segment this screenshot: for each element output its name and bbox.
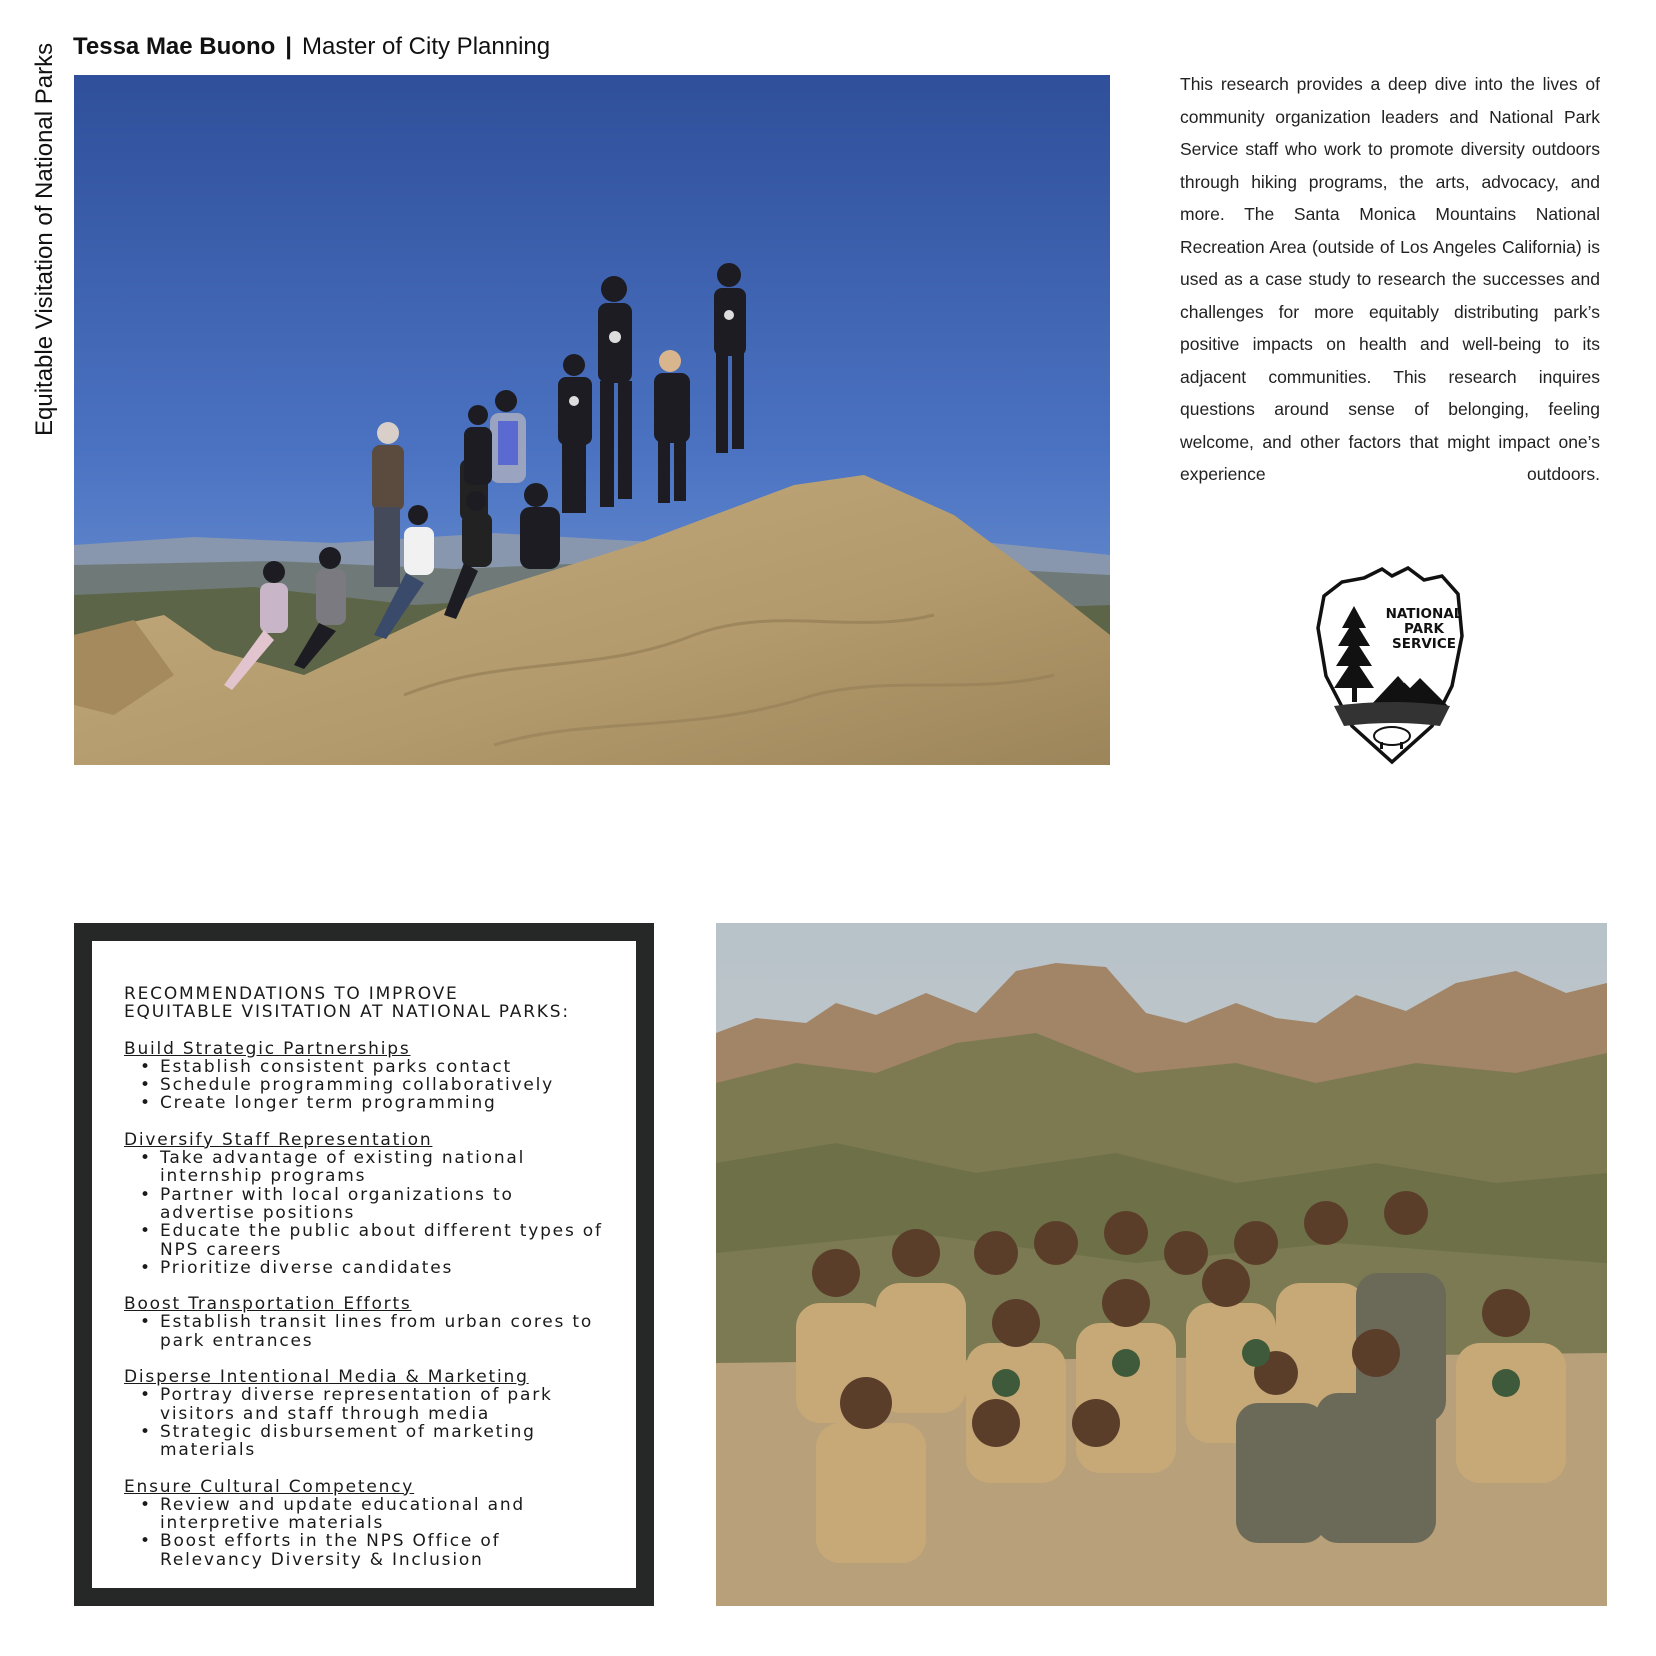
recommendations-heading-line: RECOMMENDATIONS TO IMPROVE <box>124 984 459 1004</box>
nps-arrowhead-logo <box>1312 566 1472 766</box>
recommendations-heading <box>124 985 606 1022</box>
hiker-figure <box>372 422 404 587</box>
rec-item: • Educate the public about different types of NPS careers <box>124 1222 606 1259</box>
rec-item: • Take advantage of existing national internship programs <box>124 1149 606 1186</box>
youth-group-photo <box>716 923 1607 1606</box>
abstract-text: This research provides a deep dive into the lives of community organization leaders and National Park Service staff who work to promote diversity outdoors through hiking programs, the arts, advocacy, and more. The Santa Monica Mountains National Recreation Area (outside of Los Angeles California) is used as a case study to research the successes and challenges for more equitably distributing park’s positive impacts on health and well-being to its adjacent communities. This research inquires questions around sense of belonging, feeling welcome, and other factors that might impact one’s experience outdoors. <box>1180 74 1600 484</box>
rec-section-title: Build Strategic Partnerships <box>124 1038 411 1059</box>
rec-section <box>124 1478 606 1569</box>
rec-item: • Establish consistent parks contact <box>124 1058 606 1076</box>
rec-item: • Review and update educational and interpretive materials <box>124 1496 606 1533</box>
recommendations-content <box>92 941 636 1588</box>
logo-line-national: NATIONAL <box>1385 606 1463 622</box>
rec-section <box>124 1040 606 1113</box>
degree-title: Master of City Planning <box>301 33 551 60</box>
hiking-group-photo <box>74 75 1110 765</box>
rec-item: • Portray diverse representation of park visitors and staff through media <box>124 1386 606 1423</box>
rec-section <box>124 1131 606 1277</box>
page-header <box>73 32 550 62</box>
logo-line-service: SERVICE <box>1392 636 1456 652</box>
rec-item: • Strategic disbursement of marketing materials <box>124 1423 606 1460</box>
rec-item: • Schedule programming collaboratively <box>124 1076 606 1094</box>
rec-section <box>124 1295 606 1350</box>
author-name: Tessa Mae Buono <box>73 33 276 60</box>
rec-section-title: Diversify Staff Representation <box>124 1129 433 1150</box>
rec-section-title: Boost Transportation Efforts <box>124 1294 412 1315</box>
rec-section-title: Disperse Intentional Media & Marketing <box>124 1367 529 1388</box>
youth-group-photo-art <box>716 923 1607 1606</box>
header-separator: | <box>285 33 292 60</box>
rec-item: • Create longer term programming <box>124 1094 606 1112</box>
rec-item: • Establish transit lines from urban cores to park entrances <box>124 1313 606 1350</box>
rec-section <box>124 1368 606 1459</box>
recommendations-panel <box>74 923 654 1606</box>
logo-line-park: PARK <box>1404 621 1444 637</box>
rec-section-title: Ensure Cultural Competency <box>124 1476 415 1497</box>
rec-item: • Boost efforts in the NPS Office of Relevancy Diversity & Inclusion <box>124 1532 606 1569</box>
side-title: Equitable Visitation of National Parks <box>31 42 58 436</box>
hiking-group-photo-art <box>74 75 1110 765</box>
rec-item: • Partner with local organizations to advertise positions <box>124 1186 606 1223</box>
rec-item: • Prioritize diverse candidates <box>124 1259 606 1277</box>
recommendations-heading-line: EQUITABLE VISITATION AT NATIONAL PARKS: <box>124 1002 570 1023</box>
